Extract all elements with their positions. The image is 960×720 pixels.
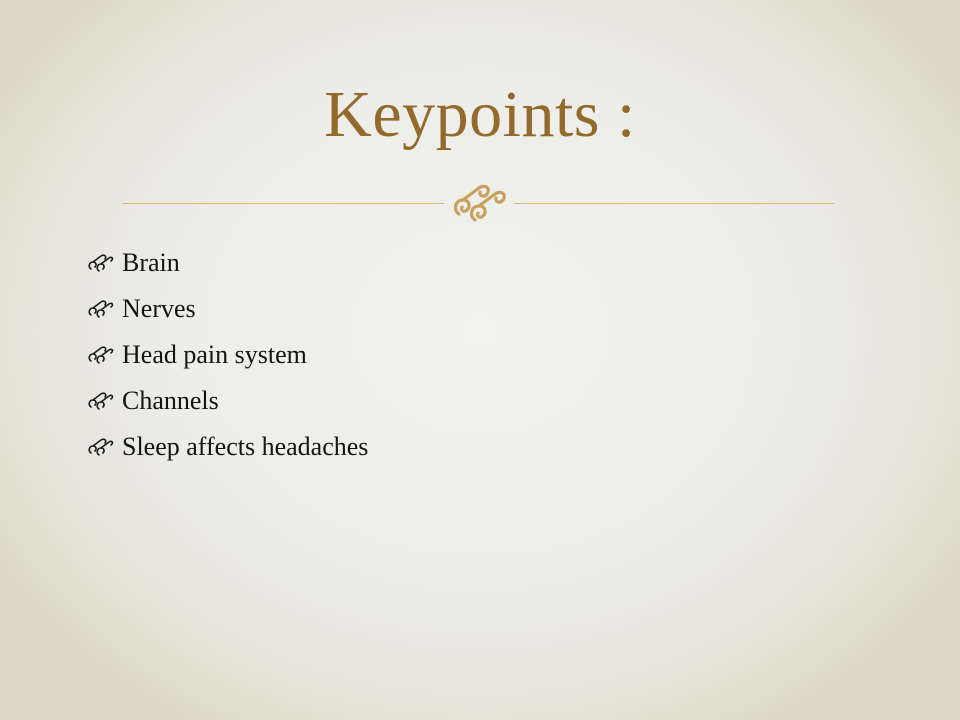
bullet-item-brain bbox=[88, 240, 368, 286]
slide-title: Keypoints : bbox=[324, 78, 636, 151]
double-scroll-ornament-icon bbox=[449, 180, 511, 226]
bullet-item-head-pain-system bbox=[88, 332, 368, 378]
bullet-text: Sleep affects headaches bbox=[122, 432, 369, 461]
scroll-bullet-icon bbox=[88, 253, 114, 273]
scroll-bullet-icon bbox=[88, 391, 114, 411]
scroll-bullet-icon bbox=[88, 299, 114, 319]
bullet-item-channels bbox=[88, 378, 368, 424]
bullet-text: Brain bbox=[122, 248, 180, 277]
bullet-item-nerves bbox=[88, 286, 368, 332]
scroll-bullet-icon bbox=[88, 345, 114, 365]
bullet-list bbox=[88, 240, 368, 470]
title-divider-left bbox=[122, 203, 444, 204]
bullet-text: Channels bbox=[122, 386, 219, 415]
bullet-text: Nerves bbox=[122, 294, 196, 323]
bullet-item-sleep-affects-headaches bbox=[88, 424, 368, 470]
title-divider-right bbox=[514, 203, 834, 204]
scroll-bullet-icon bbox=[88, 437, 114, 457]
bullet-text: Head pain system bbox=[122, 340, 307, 369]
